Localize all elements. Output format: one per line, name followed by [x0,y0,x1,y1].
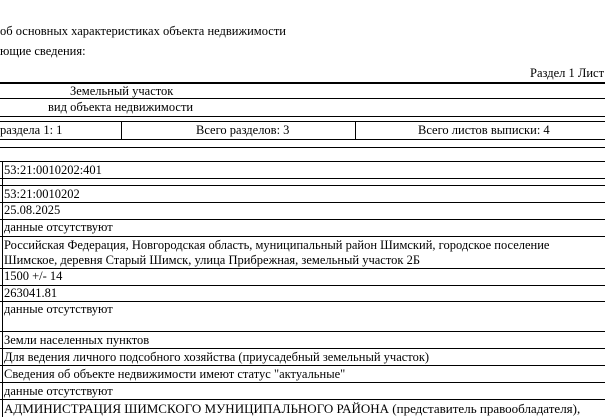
row-divider [0,382,605,383]
row-divider [0,399,605,400]
objects-within: данные отсутствуют [4,302,113,316]
total-sheets: Всего листов выписки: 4 [418,123,550,137]
area-value: 1500 +/- 14 [4,269,63,283]
row-divider [0,236,605,237]
object-type-value: Земельный участок [70,84,174,98]
divider [0,161,605,162]
cadastral-value: 263041.81 [4,286,58,300]
recipient: АДМИНИСТРАЦИЯ ШИМСКОГО МУНИЦИПАЛЬНОГО РАЙОНА (представитель правообладателя), [4,401,581,416]
underline [0,98,605,99]
column-divider [355,121,356,139]
row-divider [0,202,605,203]
address-line-1: Российская Федерация, Новгородская область, муниципальный район Шимский, городское поселение [4,238,550,252]
column-divider [121,121,122,139]
row-divider [0,365,605,366]
cadastral-number: 53:21:0010202:401 [4,163,102,177]
row-divider [0,331,605,332]
row-divider [0,178,605,179]
divider [0,121,605,122]
object-type-caption: вид объекта недвижимости [48,100,194,114]
divider [0,139,605,140]
permitted-use: Для ведения личного подсобного хозяйства (приусадебный земельный участок) [4,350,430,364]
row-divider [0,348,605,349]
section-sheet: раздела 1: 1 [0,123,63,137]
land-category: Земли населенных пунктов [4,333,150,347]
record-status: Сведения об объекте недвижимости имеют статус "актуальные" [4,367,346,381]
special-notes: данные отсутствуют [4,384,113,398]
document-title: об основных характеристиках объекта недвижимости [0,24,286,38]
divider [0,116,605,117]
row-divider [0,268,605,269]
previous-numbers: данные отсутствуют [4,220,113,234]
address-line-2: Шимское, деревня Старый Шимск, улица Прибрежная, земельный участок 2Б [4,253,421,267]
document-subtitle: ющие сведения: [0,44,86,58]
assignment-date: 25.08.2025 [4,203,61,217]
quarter-number: 53:21:0010202 [4,187,80,201]
total-sections: Всего разделов: 3 [196,123,290,137]
divider [0,147,605,148]
section-label: Раздел 1 Лист [530,66,605,80]
row-divider [0,285,605,286]
table-left-border [2,161,3,417]
row-divider [0,185,605,186]
